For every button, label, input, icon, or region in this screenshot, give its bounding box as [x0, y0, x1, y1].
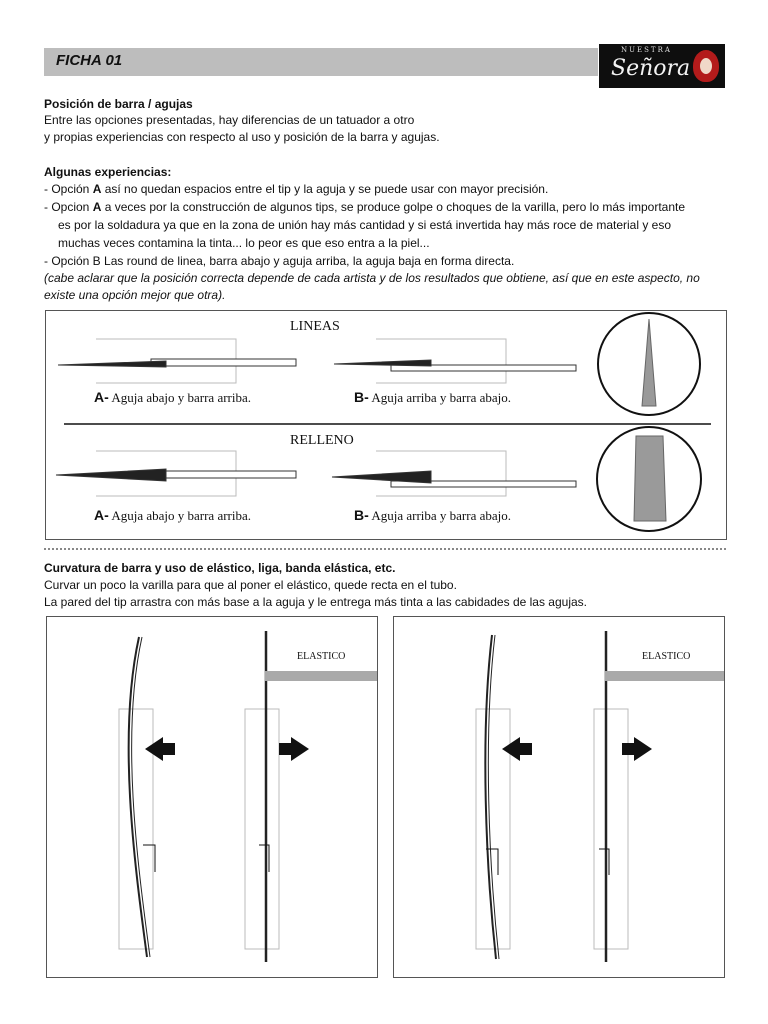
elastic-diagram-left — [46, 616, 378, 978]
note-line1: (cabe aclarar que la posición correcta depende de cada artista y de los resultados que obtiene, así que en este aspecto, no — [44, 271, 700, 285]
left-arrow-icon — [502, 737, 532, 761]
experience-b: - Opción B Las round de linea, barra abajo y aguja arriba, la aguja baja en forma directa. — [44, 254, 515, 268]
elastic-left-svg — [47, 617, 377, 977]
right-arrow-icon — [279, 737, 309, 761]
elastic-diagram-right — [393, 616, 725, 978]
header-bar — [44, 48, 598, 76]
relleno-a-label: A- Aguja abajo y barra arriba. — [94, 507, 252, 523]
lineas-a-label: A- Aguja abajo y barra arriba. — [94, 389, 252, 405]
relleno-title: RELLENO — [290, 433, 354, 448]
section-divider — [44, 548, 726, 550]
logo-main-text: Señora — [611, 56, 691, 81]
round-liner-closeup — [598, 313, 700, 415]
section1-line2: y propias experiencias con respecto al uso y posición de la barra y agujas. — [44, 130, 440, 144]
section1-line1: Entre las opciones presentadas, hay diferencias de un tatuador a otro — [44, 113, 415, 127]
experience-a2-line3: muchas veces contamina la tinta... lo peor es que eso entra a la piel... — [58, 236, 430, 250]
elastic-band — [605, 671, 724, 681]
section2-heading: Curvatura de barra y uso de elástico, liga, banda elástica, etc. — [44, 561, 396, 575]
elastic-band — [265, 671, 377, 681]
lineas-b-illustration — [334, 339, 576, 383]
elastico-label-left: ELASTICO — [297, 651, 346, 662]
needle-position-svg — [46, 311, 726, 539]
experience-a1: - Opción A así no quedan espacios entre el tip y la aguja y se puede usar con mayor precisión. — [44, 182, 549, 196]
relleno-b-label: B- Aguja arriba y barra abajo. — [354, 507, 512, 523]
page-title: FICHA 01 — [56, 52, 123, 69]
experience-a2: - Opcion A a veces por la construcción de algunos tips, se produce golpe o choques de la varilla, pero lo más importante — [44, 200, 686, 214]
right-arrow-icon — [622, 737, 652, 761]
relleno-b-illustration — [332, 451, 576, 496]
section2-line2: La pared del tip arrastra con más base a la aguja y le entrega más tinta a las cabidades de las agujas. — [44, 595, 587, 609]
brand-logo — [599, 44, 725, 88]
round-shader-closeup — [597, 427, 701, 531]
left-arrow-icon — [145, 737, 175, 761]
section2-line1: Curvar un poco la varilla para que al poner el elástico, quede recta en el tubo. — [44, 578, 457, 592]
lineas-a-illustration — [58, 339, 296, 383]
relleno-a-illustration — [56, 451, 296, 496]
experiences-heading: Algunas experiencias: — [44, 165, 172, 179]
note-line2: existe una opción mejor que otra). — [44, 288, 226, 302]
section1-heading: Posición de barra / agujas — [44, 97, 193, 111]
virgin-icon — [693, 50, 719, 82]
lineas-title: LINEAS — [290, 319, 340, 334]
logo-top-text: NUESTRA — [621, 46, 672, 54]
needle-position-diagram — [45, 310, 727, 540]
lineas-b-label: B- Aguja arriba y barra abajo. — [354, 389, 512, 405]
elastic-right-svg — [394, 617, 724, 977]
elastico-label-right: ELASTICO — [642, 651, 691, 662]
experience-a2-line2: es por la soldadura ya que en la zona de unión hay más cantidad y si está invertida hay más roce de material y eso — [58, 218, 672, 232]
